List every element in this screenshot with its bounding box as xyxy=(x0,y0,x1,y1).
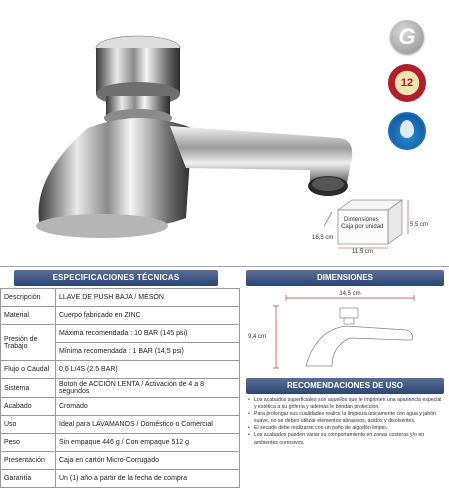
specifications-title: ESPECIFICACIONES TÉCNICAS xyxy=(14,270,218,286)
table-row xyxy=(1,398,240,416)
box-width-label: 11,5 cm xyxy=(352,249,373,255)
recommendations-title: RECOMENDACIONES DE USO xyxy=(246,378,444,394)
table-row xyxy=(1,470,240,488)
spec-value: Cuerpo fabricado en ZINC xyxy=(56,307,240,325)
recommendations-list xyxy=(246,394,444,447)
spec-value: Boton de ACCIÓN LENTA / Activación de 4 a 8 segundos xyxy=(56,379,240,398)
table-row xyxy=(1,416,240,434)
table-row xyxy=(1,434,240,452)
list-item: • Los acabados superficiales son aquellos que le imprimen una apariencia especial y estética a su grifería y además le brindan protección. xyxy=(248,397,444,411)
spec-value: Cromado xyxy=(56,398,240,416)
dimension-height-label: 9,4 cm xyxy=(248,334,267,340)
spec-label: Peso xyxy=(1,434,56,452)
spec-label: Descripción xyxy=(1,289,56,307)
list-item: • Para prolongar sus cualidades realice la limpieza únicamente con agua y jabón suave, no se deben utilizar elementos abrasivos, ácidos y disolventes. xyxy=(248,411,444,425)
spec-value: Mínima recomendada : 1 BAR (14,5 psi) xyxy=(56,343,240,361)
box-depth-label: 16,5 cm xyxy=(312,235,334,241)
spec-label: Garantía xyxy=(1,470,56,488)
spec-label: Uso xyxy=(1,416,56,434)
box-subtitle: Caja por unidad xyxy=(341,224,384,230)
recommendations-section xyxy=(246,378,444,447)
right-column xyxy=(246,270,444,447)
dimensions-drawing xyxy=(246,286,444,374)
spec-value: 0,6 L/4S (2.5 BAR) xyxy=(56,361,240,379)
spec-label: Sistema xyxy=(1,379,56,398)
spec-value: Un (1) año a partir de la fecha de compra xyxy=(56,470,240,488)
table-row xyxy=(1,452,240,470)
spec-label: Presentación xyxy=(1,452,56,470)
table-row xyxy=(1,307,240,325)
table-row xyxy=(1,379,240,398)
spec-label: Acabado xyxy=(1,398,56,416)
dimensions-title: DIMENSIONES xyxy=(246,270,444,286)
list-item: • Los acabados pueden variar su comportamiento en zonas costeras y/o en ambientes corrosivos. xyxy=(248,432,444,446)
box-title: Dimensiones xyxy=(344,217,379,223)
section-divider xyxy=(0,266,449,267)
table-row xyxy=(1,289,240,307)
list-item: • El secado debe realizarse con un paño de algodón limpio. xyxy=(248,425,444,432)
spec-label: Flujo o Caudal xyxy=(1,361,56,379)
table-row xyxy=(1,325,240,343)
spec-label: Material xyxy=(1,307,56,325)
specifications-section xyxy=(0,270,240,488)
spec-value: Ideal para LAVAMANOS / Doméstico o Comercial xyxy=(56,416,240,434)
dimension-width-label: 14,5 cm xyxy=(339,291,361,297)
specifications-table xyxy=(0,288,240,488)
warranty-seal-icon: 12 xyxy=(388,64,426,102)
water-saving-icon xyxy=(388,112,426,150)
brand-g-icon: G xyxy=(390,20,424,54)
spec-value: Máxima recomendada : 10 BAR (145 psi) xyxy=(56,325,240,343)
box-height-label: 5,5 cm xyxy=(410,222,429,228)
table-row xyxy=(1,361,240,379)
spec-value: LLAVE DE PUSH BAJA / MESÓN xyxy=(56,289,240,307)
spec-label: Presión de Trabajo xyxy=(1,325,56,361)
faucet-image xyxy=(10,18,370,248)
spec-value: Caja en cartón Micro-Corrugado xyxy=(56,452,240,470)
spec-value: Sin empaque 446 g / Con empaque 512 g xyxy=(56,434,240,452)
